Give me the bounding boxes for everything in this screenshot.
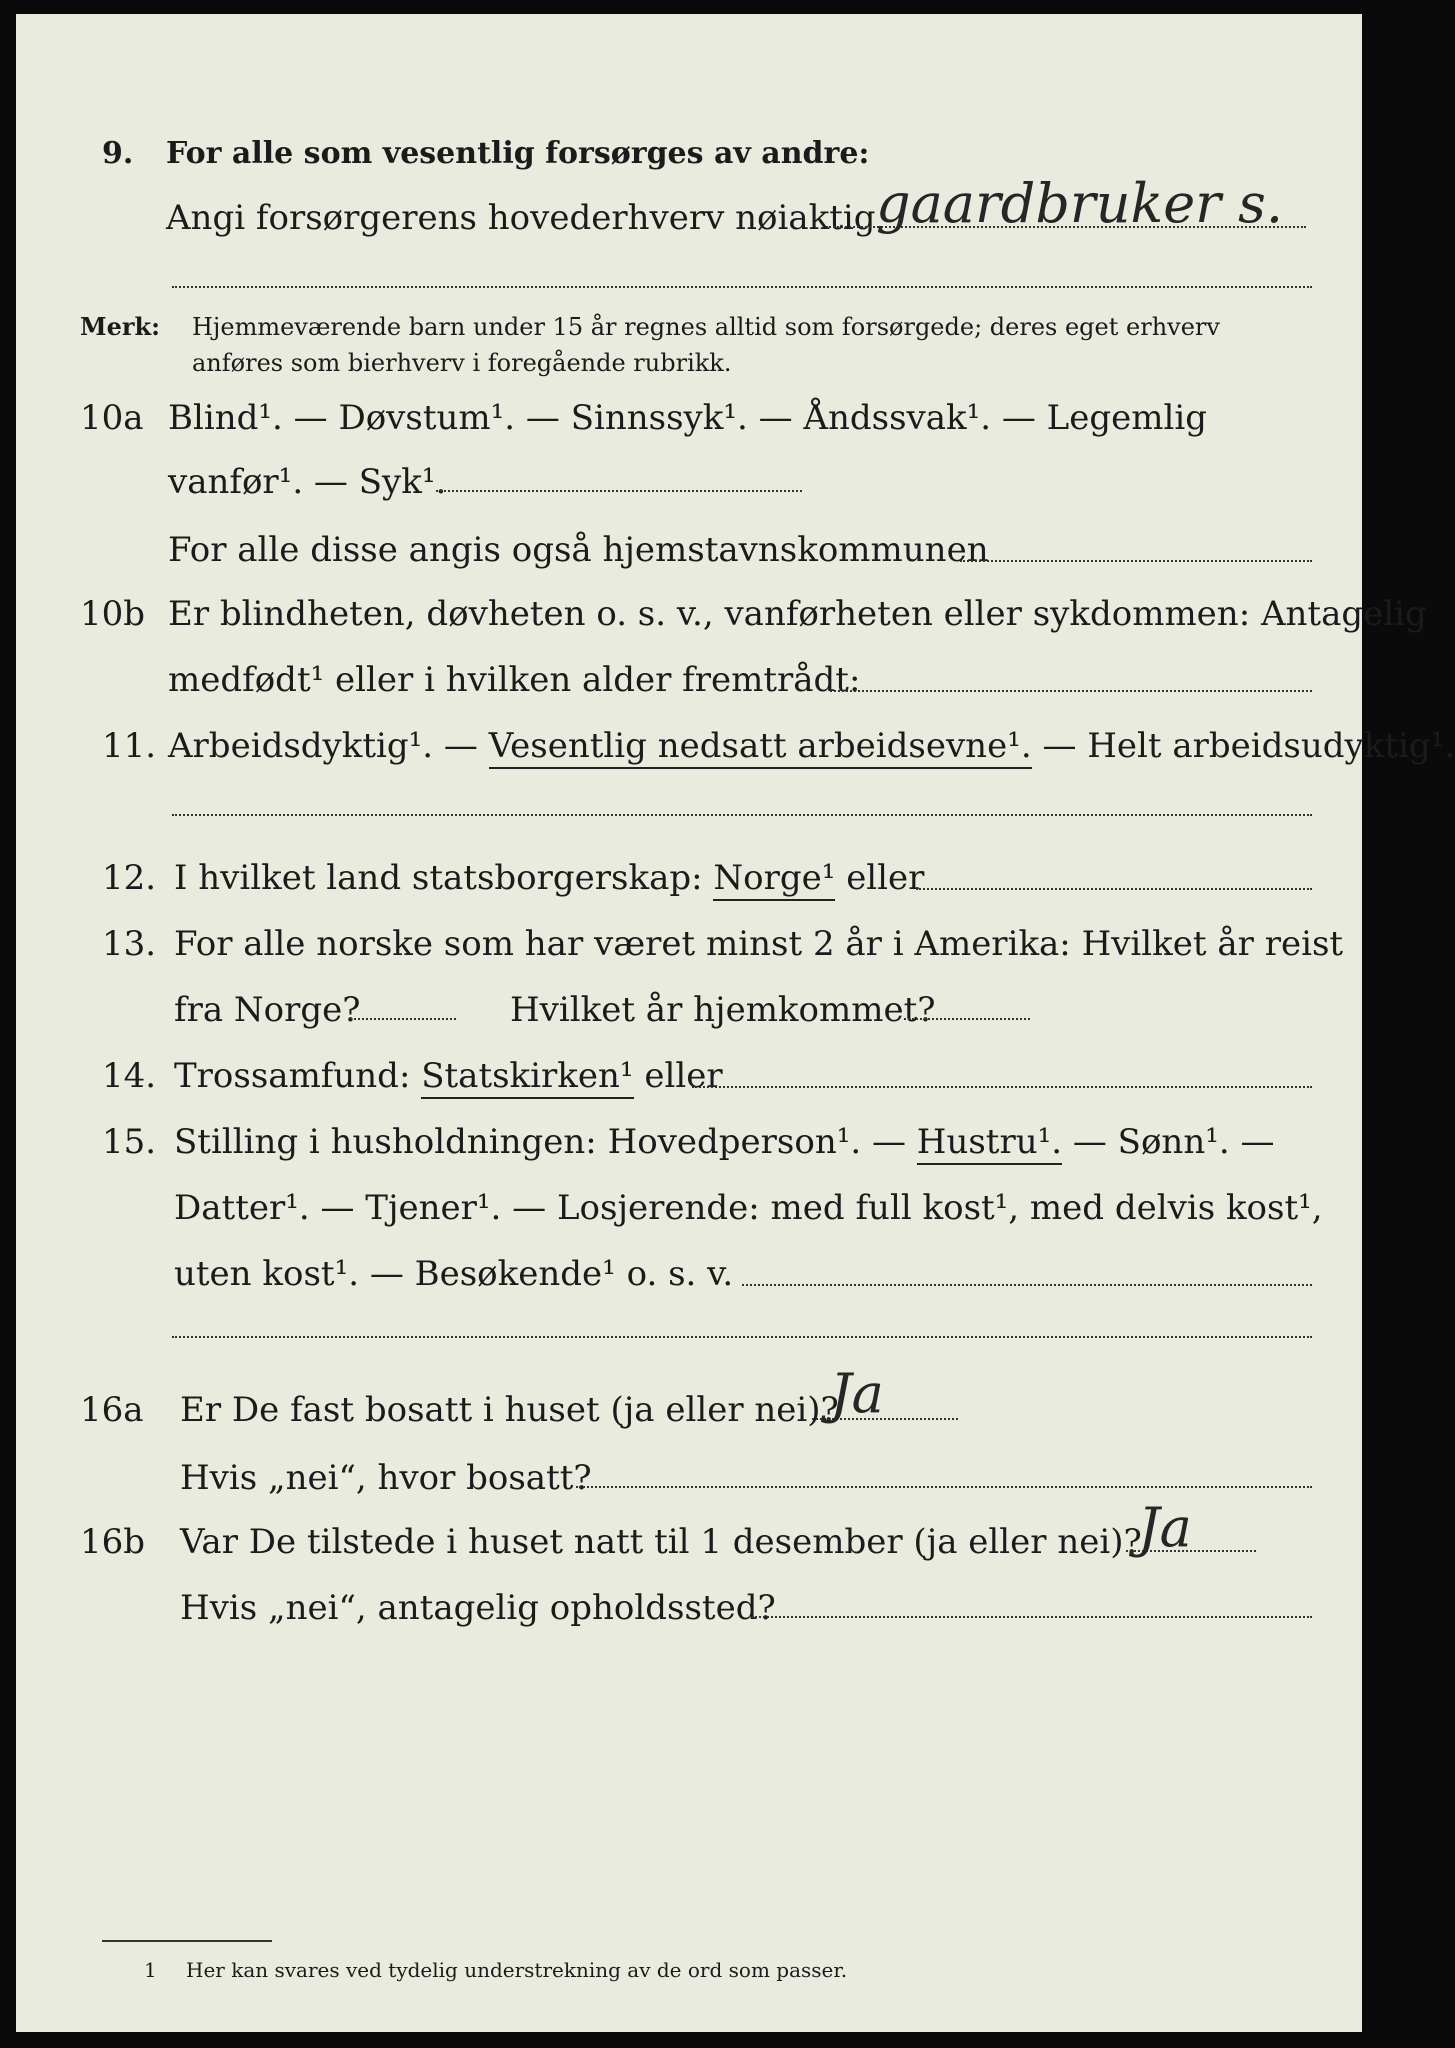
q10a-number: 10a [80, 398, 144, 438]
q11-text [168, 726, 1455, 766]
footnote-text: Her kan svares ved tydelig understrekning av de ord som passer. [186, 1958, 848, 1982]
q14-number: 14. [102, 1056, 157, 1096]
q16a-handwritten-answer: Ja [830, 1362, 884, 1425]
q12-text [174, 858, 924, 898]
q13-line2b: Hvilket år hjemkommet? [510, 990, 936, 1030]
q15-number: 15. [102, 1122, 157, 1162]
census-form-page [16, 14, 1455, 2032]
q10b-line1: Er blindheten, døvheten o. s. v., vanførheten eller sykdommen: Antagelig [168, 594, 1427, 634]
q16a-number: 16a [80, 1390, 144, 1430]
q10a-kommune-line [960, 560, 1312, 562]
q16b-handwritten-answer: Ja [1138, 1496, 1192, 1559]
q14-text [174, 1056, 723, 1096]
merk-line1: Hjemmeværende barn under 15 år regnes alltid som forsørgede; deres eget erhverv [192, 313, 1220, 341]
merk-label: Merk: [80, 312, 160, 341]
q15-underlined: Hustru¹. [917, 1122, 1062, 1165]
q14-after: eller [644, 1056, 723, 1096]
q14-before: Trossamfund: [174, 1056, 411, 1096]
q15-line2: Datter¹. — Tjener¹. — Losjerende: med full kost¹, med delvis kost¹, [174, 1188, 1323, 1228]
q11-underlined: Vesentlig nedsatt arbeidsevne¹. [489, 726, 1032, 769]
q16b-line1: Var De tilstede i huset natt til 1 desember (ja eller nei)? [180, 1522, 1142, 1562]
q10b-number: 10b [80, 594, 146, 634]
q10a-syk-line [436, 490, 802, 492]
q10b-answer-line [830, 690, 1312, 692]
q10a-line1: Blind¹. — Døvstum¹. — Sinnssyk¹. — Åndssvak¹. — Legemlig [168, 398, 1207, 438]
q14-answer-line [692, 1086, 1312, 1088]
q11-number: 11. [102, 726, 157, 766]
q16b-number: 16b [80, 1522, 146, 1562]
q16b-opholdssted-line [752, 1616, 1312, 1618]
q12-after: eller [846, 858, 925, 898]
q13-reist-line [350, 1018, 456, 1020]
q16b-line2: Hvis „nei“, antagelig opholdssted? [180, 1588, 776, 1628]
q12-number: 12. [102, 858, 157, 898]
q10b-line2: medfødt¹ eller i hvilken alder fremtrådt: [168, 660, 861, 700]
q16a-line1: Er De fast bosatt i huset (ja eller nei)? [180, 1390, 839, 1430]
q14-underlined: Statskirken¹ [421, 1056, 633, 1099]
q15-line1b: — Sønn¹. — [1072, 1122, 1275, 1162]
footnote-rule [102, 1940, 272, 1942]
q13-number: 13. [102, 924, 157, 964]
q11-extra-line [172, 814, 1312, 816]
q15-line3: uten kost¹. — Besøkende¹ o. s. v. [174, 1254, 734, 1294]
q10a-line3: For alle disse angis også hjemstavnskommunen [168, 530, 989, 570]
footnote-mark: 1 [144, 1958, 157, 1982]
q9-number: 9. [102, 136, 134, 171]
q9-extra-line [172, 286, 1312, 288]
q15-extra-line [172, 1336, 1312, 1338]
q16a-line2: Hvis „nei“, hvor bosatt? [180, 1458, 592, 1498]
merk-line2: anføres som bierhverv i foregående rubrikk. [192, 349, 732, 377]
q13-line2a: fra Norge? [174, 990, 361, 1030]
q15-line1a: Stilling i husholdningen: Hovedperson¹. — [174, 1122, 906, 1162]
q11-before: Arbeidsdyktig¹. — [168, 726, 478, 766]
q13-hjemkommet-line [904, 1018, 1030, 1020]
q16a-bosatt-line [576, 1486, 1312, 1488]
q12-before: I hvilket land statsborgerskap: [174, 858, 703, 898]
q12-underlined: Norge¹ [713, 858, 835, 901]
q13-line1: For alle norske som har været minst 2 år i Amerika: Hvilket år reist [174, 924, 1344, 964]
q10a-line2: vanfør¹. — Syk¹. [168, 462, 447, 502]
q9-line1: For alle som vesentlig forsørges av andre: [166, 136, 870, 171]
q15-answer-line [742, 1284, 1312, 1286]
q11-after: — Helt arbeidsudyktig¹. [1042, 726, 1455, 766]
q15-line1 [174, 1122, 1274, 1162]
q9-line2: Angi forsørgerens hovederhverv nøiaktig [166, 198, 876, 238]
q9-handwritten-answer: gaardbruker s. [876, 172, 1284, 235]
q12-answer-line [916, 888, 1312, 890]
